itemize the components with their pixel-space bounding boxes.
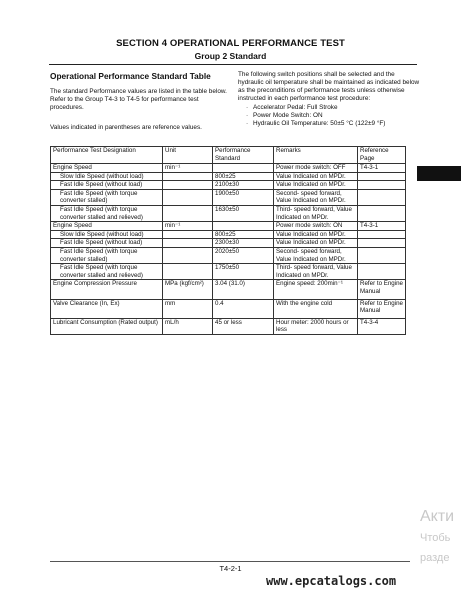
- cell-standard: 800±25: [213, 172, 274, 181]
- cell-reference: Refer to Engine Manual: [358, 280, 406, 299]
- cell-unit: MPa (kgf/cm²): [163, 280, 213, 299]
- cell-designation: Fast Idle Speed (without load): [51, 181, 163, 190]
- table-heading: Operational Performance Standard Table: [50, 71, 211, 81]
- intro-paragraph-1: [50, 88, 232, 112]
- intro-paragraph-2: Values indicated in parentheses are reference values.: [50, 124, 202, 131]
- cell-remarks: With the engine cold: [274, 299, 358, 318]
- cell-designation: Fast Idle Speed (with torque converter stalled and relieved): [51, 205, 163, 221]
- cell-remarks: Value Indicated on MPDr.: [274, 181, 358, 190]
- cell-designation: Engine Compression Pressure: [51, 280, 163, 299]
- section-title: SECTION 4 OPERATIONAL PERFORMANCE TEST: [116, 38, 345, 49]
- cell-reference: T4-3-4: [358, 318, 406, 334]
- cell-unit: [163, 172, 213, 181]
- activation-overlay-line3: разде: [420, 552, 450, 564]
- cell-remarks: Value Indicated on MPDr.: [274, 239, 358, 248]
- cell-standard: 3.04 (31.0): [213, 280, 274, 299]
- cell-standard: 1630±50: [213, 205, 274, 221]
- cell-designation: Lubricant Consumption (Rated output): [51, 318, 163, 334]
- precondition-item: · Hydraulic Oil Temperature: 50±5 °C (122±9 °F): [246, 120, 385, 128]
- activation-overlay-line2: Чтобь: [420, 532, 451, 544]
- table-row: [51, 172, 406, 181]
- cell-designation: Fast Idle Speed (with torque converter stalled and relieved): [51, 264, 163, 280]
- footer-rule: [50, 561, 410, 562]
- table-row: [51, 318, 406, 334]
- cell-standard: 800±25: [213, 230, 274, 239]
- cell-standard: 0.4: [213, 299, 274, 318]
- table-header-row: [51, 147, 406, 164]
- cell-remarks: Hour meter: 2000 hours or less: [274, 318, 358, 334]
- cell-remarks: Third- speed forward, Value Indicated on MPDr.: [274, 264, 358, 280]
- cell-standard: 1750±50: [213, 264, 274, 280]
- cell-remarks: Engine speed: 200min⁻¹: [274, 280, 358, 299]
- group-title: Group 2 Standard: [194, 51, 267, 61]
- cell-remarks: Power mode switch: OFF: [274, 164, 358, 173]
- table-row: [51, 164, 406, 173]
- cell-remarks: Power mode switch: ON: [274, 222, 358, 231]
- cell-remarks: Third- speed forward, Value Indicated on MPDr.: [274, 205, 358, 221]
- table-row: [51, 239, 406, 248]
- cell-reference: [358, 264, 406, 280]
- cell-reference: T4-3-1: [358, 222, 406, 231]
- cell-unit: [163, 230, 213, 239]
- cell-designation: Fast Idle Speed (without load): [51, 239, 163, 248]
- table-row: [51, 189, 406, 205]
- cell-standard: 2300±30: [213, 239, 274, 248]
- preconditions-text: The following switch positions shall be selected and the hydraulic oil temperature shall be maintained as indicated below as the preconditions of performance tests unless otherwise instructed in each performance test procedure:: [238, 71, 420, 102]
- table-row: [51, 299, 406, 318]
- cell-unit: mL/h: [163, 318, 213, 334]
- table-row: [51, 264, 406, 280]
- cell-reference: [358, 230, 406, 239]
- cell-reference: [358, 172, 406, 181]
- cell-reference: [358, 247, 406, 263]
- header-remarks: Remarks: [274, 147, 358, 164]
- cell-designation: Engine Speed: [51, 164, 163, 173]
- cell-unit: [163, 239, 213, 248]
- cell-designation: Valve Clearance (In, Ex): [51, 299, 163, 318]
- cell-remarks: Second- speed forward, Value Indicated on MPDr.: [274, 247, 358, 263]
- cell-unit: [163, 247, 213, 263]
- table-row: [51, 247, 406, 263]
- header-designation: Performance Test Designation: [51, 147, 163, 164]
- cell-remarks: Value Indicated on MPDr.: [274, 230, 358, 239]
- performance-table: [50, 146, 406, 335]
- cell-reference: Refer to Engine Manual: [358, 299, 406, 318]
- header-standard: Performance Standard: [213, 147, 274, 164]
- cell-designation: Slow Idle Speed (without load): [51, 172, 163, 181]
- cell-remarks: Value Indicated on MPDr.: [274, 172, 358, 181]
- cell-reference: [358, 205, 406, 221]
- preconditions-list: [246, 104, 385, 128]
- cell-designation: Fast Idle Speed (with torque converter stalled): [51, 247, 163, 263]
- site-watermark: www.epcatalogs.com: [266, 574, 397, 588]
- cell-unit: min⁻¹: [163, 164, 213, 173]
- cell-reference: [358, 239, 406, 248]
- header-reference: Reference Page: [358, 147, 406, 164]
- cell-unit: min⁻¹: [163, 222, 213, 231]
- cell-unit: [163, 205, 213, 221]
- table-row: [51, 230, 406, 239]
- page-number: T4-2-1: [219, 564, 242, 573]
- cell-remarks: Second- speed forward, Value Indicated on MPDr.: [274, 189, 358, 205]
- section-tab-marker: [417, 166, 461, 181]
- table-row: [51, 222, 406, 231]
- table-row: [51, 280, 406, 299]
- precondition-item: · Accelerator Pedal: Full Stroke: [246, 104, 385, 112]
- cell-unit: [163, 181, 213, 190]
- cell-unit: [163, 264, 213, 280]
- cell-reference: [358, 181, 406, 190]
- table-row: [51, 205, 406, 221]
- cell-designation: Fast Idle Speed (with torque converter stalled): [51, 189, 163, 205]
- cell-standard: [213, 164, 274, 173]
- intro-text-1: The standard Performance values are listed in the table below.: [50, 88, 227, 95]
- cell-reference: T4-3-1: [358, 164, 406, 173]
- precondition-item: · Power Mode Switch: ON: [246, 112, 385, 120]
- cell-designation: Slow Idle Speed (without load): [51, 230, 163, 239]
- header-unit: Unit: [163, 147, 213, 164]
- cell-designation: Engine Speed: [51, 222, 163, 231]
- cell-standard: 1900±50: [213, 189, 274, 205]
- activation-overlay-line1: Акти: [420, 508, 455, 525]
- cell-standard: 45 or less: [213, 318, 274, 334]
- table-row: [51, 181, 406, 190]
- cell-standard: [213, 222, 274, 231]
- cell-standard: 2100±30: [213, 181, 274, 190]
- cell-unit: mm: [163, 299, 213, 318]
- cell-unit: [163, 189, 213, 205]
- intro-text-2: Refer to the Group T4-3 to T4-5 for performance test procedures.: [50, 96, 199, 111]
- cell-reference: [358, 189, 406, 205]
- cell-standard: 2020±50: [213, 247, 274, 263]
- header-rule: [49, 64, 417, 65]
